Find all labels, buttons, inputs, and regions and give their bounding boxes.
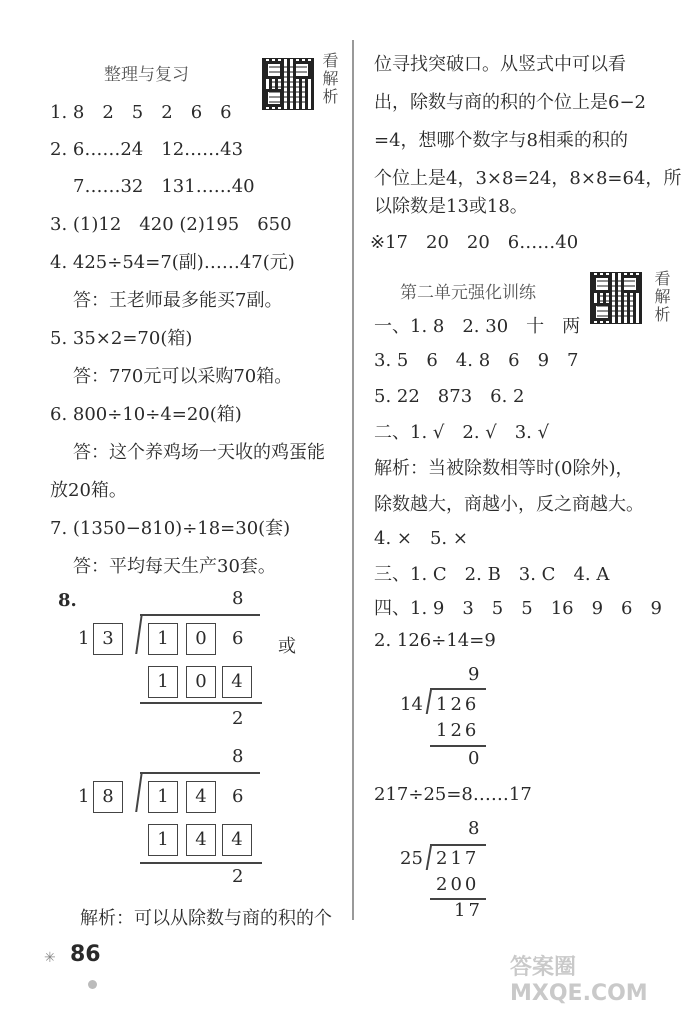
product-box-1: 1 xyxy=(148,824,178,856)
unit2-part1-line1: 一、1. 8 2. 30 十 两 xyxy=(374,316,581,337)
dividend-box-1: 1 xyxy=(148,781,178,813)
dividend-digit-3: 6 xyxy=(232,628,244,649)
divisor: 25 xyxy=(400,848,423,869)
unit2-explanation-1: 解析：当被除数相等时(0除外)， xyxy=(374,458,634,479)
answer-4-reply: 答：王老师最多能买7副。 xyxy=(73,290,283,311)
unit2-division-217: 217÷25=8……17 xyxy=(374,784,532,805)
remainder: 17 xyxy=(454,900,483,921)
answer-7-reply: 答：平均每天生产30套。 xyxy=(73,556,276,577)
divisor-digit: 1 xyxy=(78,628,90,649)
unit2-part3: 三、1. C 2. B 3. C 4. A xyxy=(374,564,610,585)
unit2-part4: 四、1. 9 3 5 5 16 9 6 9 xyxy=(374,598,662,619)
dividend-box-2: 4 xyxy=(186,781,216,813)
explanation-line-5: 以除数是13或18。 xyxy=(374,196,528,217)
star-icon: ✳ xyxy=(44,950,56,966)
section-title-unit2: 第二单元强化训练 xyxy=(400,283,536,303)
explanation-line-4: 个位上是4，3×8=24，8×8=64，所 xyxy=(374,168,682,189)
divisor-digit: 1 xyxy=(78,786,90,807)
qr-label: 看解析 xyxy=(320,52,339,106)
dividend: 217 xyxy=(436,848,480,869)
product-box-3: 4 xyxy=(222,824,252,856)
dot-icon xyxy=(88,980,97,989)
answer-4: 4. 425÷54=7(副)……47(元) xyxy=(50,252,295,273)
unit2-explanation-2: 除数越大，商越小，反之商越大。 xyxy=(374,494,644,515)
answer-5-reply: 答：770元可以采购70箱。 xyxy=(73,366,293,387)
unit2-part2: 二、1. √ 2. √ 3. √ xyxy=(374,422,550,443)
answer-1: 1. 8 2 5 2 6 6 xyxy=(50,102,232,123)
unit2-part1-line3: 5. 22 873 6. 2 xyxy=(374,386,525,407)
product-box-2: 0 xyxy=(186,666,216,698)
product: 126 xyxy=(436,720,480,741)
remainder: 2 xyxy=(232,866,244,887)
remainder: 0 xyxy=(468,748,480,769)
remainder: 2 xyxy=(232,708,244,729)
divisor: 14 xyxy=(400,694,423,715)
quotient: 9 xyxy=(468,664,480,685)
answer-6: 6. 800÷10÷4=20(箱) xyxy=(50,404,242,425)
dividend: 126 xyxy=(436,694,480,715)
column-divider xyxy=(352,40,354,920)
unit2-part4-q2: 2. 126÷14=9 xyxy=(374,630,496,651)
qr-label: 看解析 xyxy=(652,270,671,324)
dividend-digit-3: 6 xyxy=(232,786,244,807)
product-box-2: 4 xyxy=(186,824,216,856)
section-title-review: 整理与复习 xyxy=(104,65,189,85)
quotient: 8 xyxy=(232,746,244,767)
starred-answer: ※17 20 20 6……40 xyxy=(370,232,579,253)
explanation-left: 解析：可以从除数与商的积的个 xyxy=(80,908,332,929)
explanation-line-2: 出，除数与商的积的个位上是6−2 xyxy=(374,92,646,113)
divisor-box: 3 xyxy=(93,623,123,655)
page-number: 86 xyxy=(70,942,101,967)
dividend-box-1: 1 xyxy=(148,623,178,655)
product-box-3: 4 xyxy=(222,666,252,698)
explanation-line-1: 位寻找突破口。从竖式中可以看 xyxy=(374,54,626,75)
unit2-part1-line2: 3. 5 6 4. 8 6 9 7 xyxy=(374,350,579,371)
dividend-box-2: 0 xyxy=(186,623,216,655)
quotient: 8 xyxy=(232,588,244,609)
answer-7: 7. (1350−810)÷18=30(套) xyxy=(50,518,291,539)
or-word: 或 xyxy=(278,636,296,657)
divisor-box: 8 xyxy=(93,781,123,813)
watermark-logo: 答案圈 MXQE.COM xyxy=(510,955,648,1006)
answer-2b: 7……32 131……40 xyxy=(73,176,255,197)
explanation-line-3: =4，想哪个数字与8相乘的积的 xyxy=(374,130,628,151)
unit2-part2-b: 4. × 5. × xyxy=(374,528,468,549)
product-box-1: 1 xyxy=(148,666,178,698)
qr-code-icon[interactable] xyxy=(590,272,642,324)
quotient: 8 xyxy=(468,818,480,839)
answer-5: 5. 35×2=70(箱) xyxy=(50,328,193,349)
answer-3: 3. (1)12 420 (2)195 650 xyxy=(50,214,292,235)
answer-8-label: 8. xyxy=(58,590,77,611)
answer-6-reply-1: 答：这个养鸡场一天收的鸡蛋能 xyxy=(73,442,325,463)
answer-2a: 2. 6……24 12……43 xyxy=(50,139,244,160)
answer-6-reply-2: 放20箱。 xyxy=(50,480,127,501)
product: 200 xyxy=(436,874,480,895)
qr-code-icon[interactable] xyxy=(262,58,314,110)
